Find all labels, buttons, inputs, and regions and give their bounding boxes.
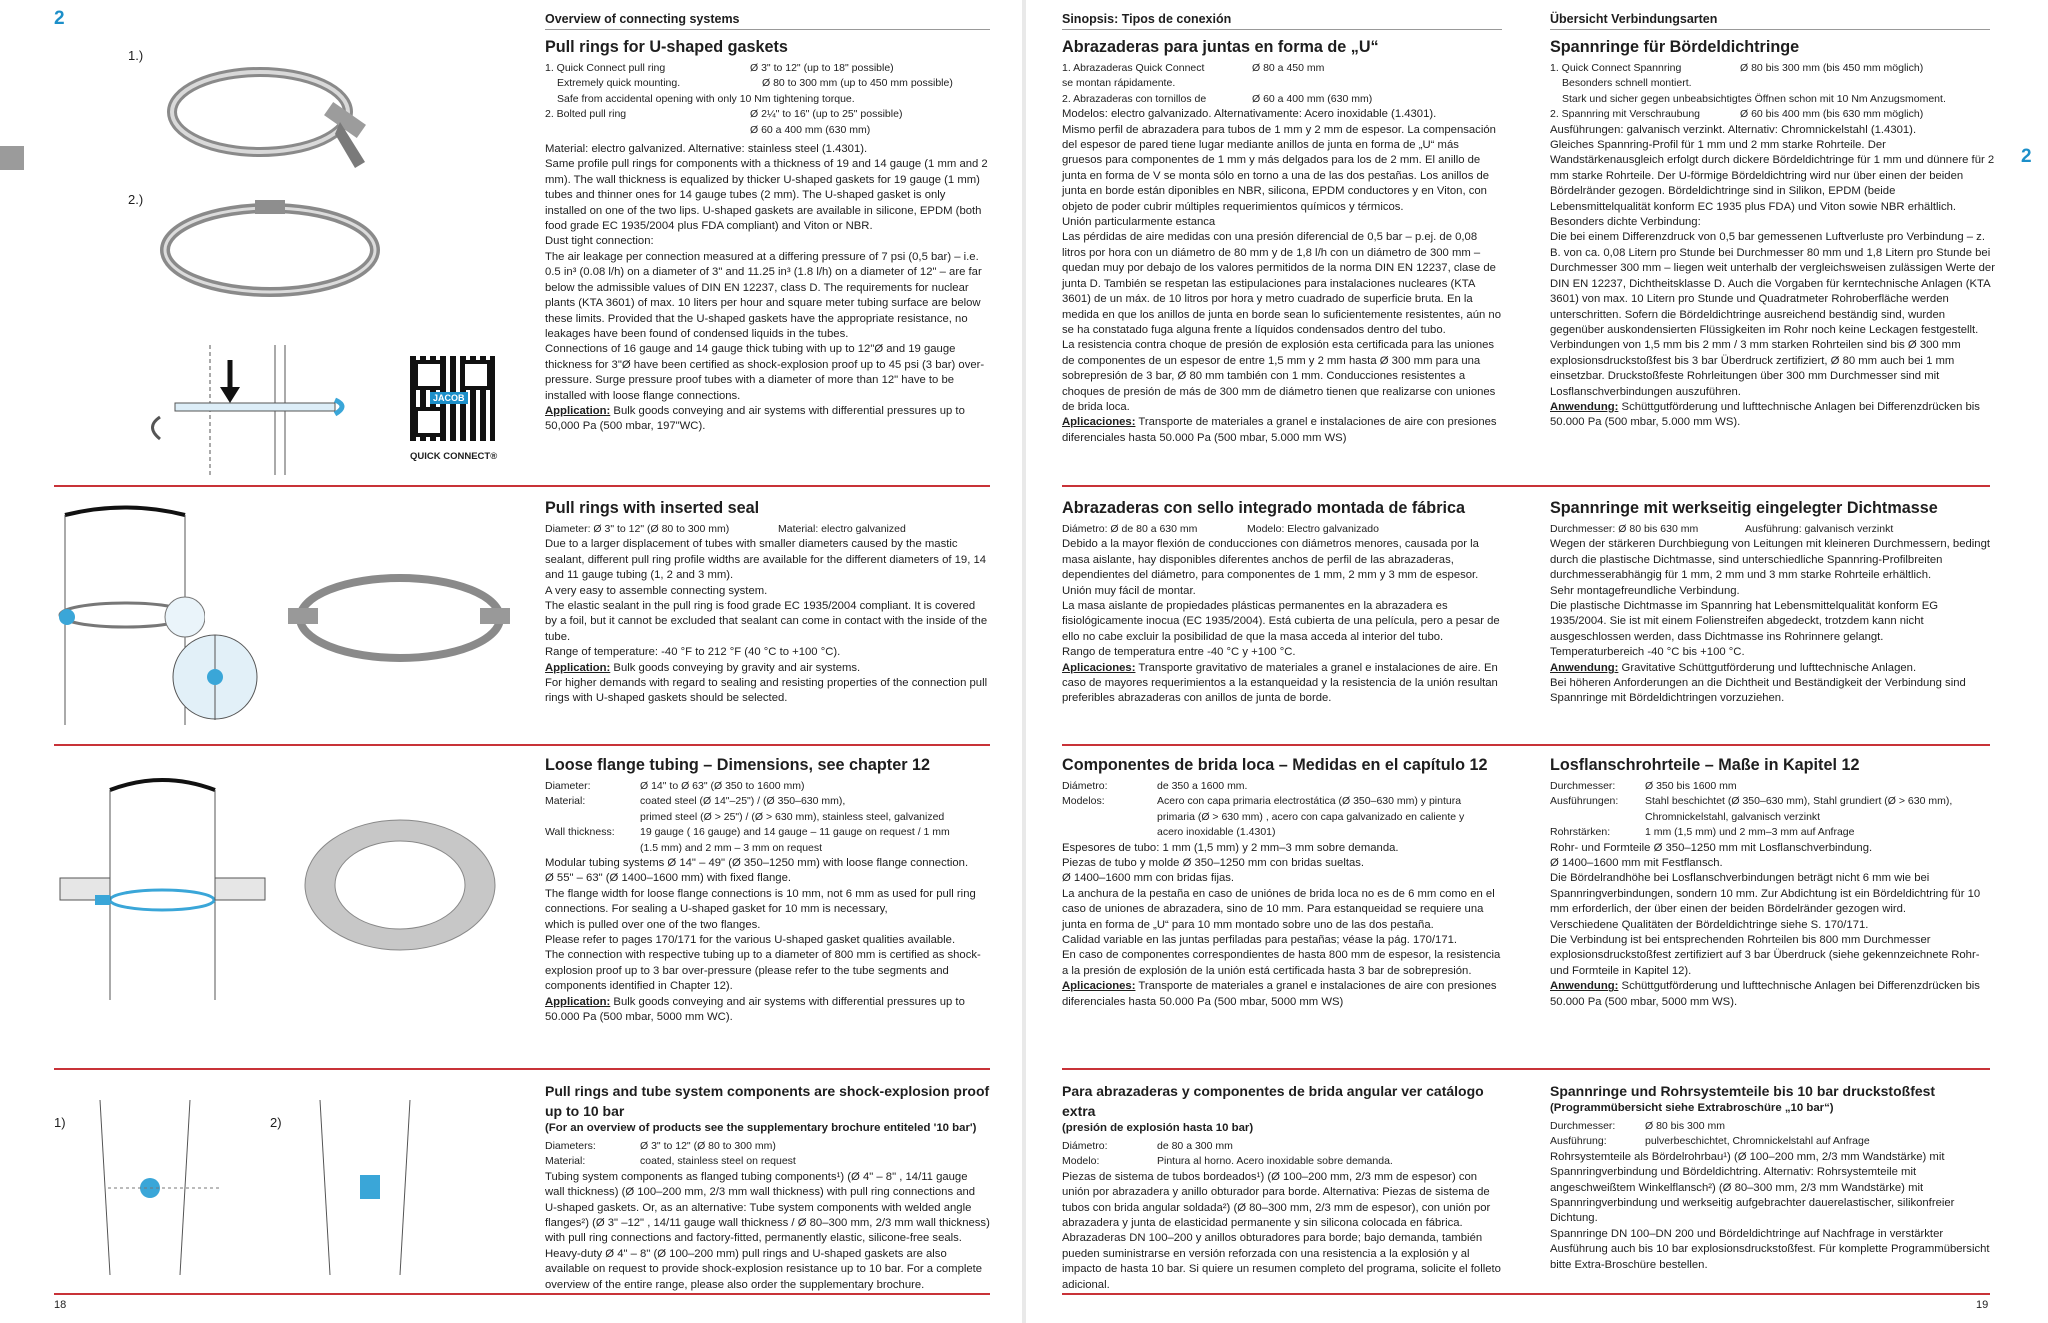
spec-line: [1550, 779, 1995, 794]
page-header-de: Übersicht Verbindungsarten: [1550, 12, 1718, 26]
spec-line: [545, 123, 990, 138]
spec-line: Modelo:: [1062, 1155, 1100, 1168]
paragraph: Unión muy fácil de montar.: [1062, 584, 1196, 597]
spec-line: Ausführung:: [1550, 1135, 1607, 1148]
spec-line: [1550, 825, 1995, 840]
paragraph: Aplicaciones: Transporte de materiales a granel e instalaciones de aire con presiones diferenciales hasta 50.000 Pa (500 mbar, 5000 mm WS): [1062, 980, 1497, 1008]
qr-caption: QUICK CONNECT®: [410, 451, 498, 462]
section-title: Pull rings for U-shaped gaskets: [545, 38, 788, 56]
paragraph: En caso de componentes correspondientes de hasta 800 mm de espesor, la resistencia a la presión de explosión de la unión está certificada hasta 3 bar de sobrepresión.: [1062, 949, 1501, 977]
paragraph: Besonders dichte Verbindung:: [1550, 216, 1701, 229]
spec-line: Material:: [545, 1155, 586, 1168]
right-page: [1026, 0, 2048, 1323]
spec-line: Wall thickness:: [545, 826, 615, 839]
spec-line: [545, 779, 990, 794]
spec-line: [1550, 522, 1995, 537]
paragraph: Rohr- und Formteile Ø 350–1250 mm mit Losflanschverbindung.: [1550, 841, 1873, 854]
paragraph: Heavy-duty Ø 4" – 8" (Ø 100–200 mm) pull rings and U-shaped gaskets are also available on request to provide shock-explosion resistance up to 10 bar. For a complete overview of the entire range, please also order the supplementary brochure.: [545, 1247, 983, 1291]
section-title: Spannringe für Bördeldichtringe: [1550, 38, 1800, 56]
section-divider: [1062, 1068, 1990, 1070]
spec-line: Durchmesser:: [1550, 1120, 1616, 1132]
figure-label-1: 1.): [128, 48, 144, 63]
paragraph: Unión particularmente estanca: [1062, 216, 1216, 229]
es-section-3: [1062, 755, 1502, 1010]
paragraph: Anwendung: Gravitative Schüttgutförderung und lufttechnische Anlagen.: [1550, 661, 1917, 674]
paragraph: The air leakage per connection measured at a differing pressure of 7 psi (0,5 bar) – i.e. 0.5 in³ (0.08 l/h) on a diameter of 3" and 11.25 in³ (1.8 l/h) on a diameter of 12" – are far below the admissible values of DIN EN 12237, class D. The requirements for nuclear plants (KTA 3601) of max. 10 liters per hour and square meter tubing surface are below these limits. Provided that the U-shaped gaskets have the appropriate resistance, no leakages have been found of condensed liquids in the tubes.: [545, 250, 982, 340]
spec-line: [1062, 61, 1502, 92]
spec-line: Acero con capa primaria electrostática (Ø 350–630 mm) y pintura primaria (Ø > 630 mm) , acero con capa galvanizado en caliente y acero inoxidable (1.4301): [1157, 795, 1465, 839]
spec-line: 2. Abrazaderas con tornillos de: [1062, 92, 1207, 105]
paragraph: Ausführungen: galvanisch verzinkt. Alternativ: Chromnickelstahl (1.4301).: [1550, 123, 1917, 136]
de-section-3: [1550, 755, 1995, 1010]
flanged-tube-diagram: [80, 1100, 230, 1280]
spec-line: coated steel (Ø 14"–25") / (Ø 350–630 mm), primed steel (Ø > 25") / (Ø > 630 mm), stainless steel, galvanized: [640, 795, 945, 823]
section-title: Abrazaderas para juntas en forma de „U“: [1062, 38, 1379, 56]
paragraph: Ø 55" – 63" (Ø 1400–1600 mm) with fixed flange.: [545, 872, 792, 885]
paragraph: Due to a larger displacement of tubes with smaller diameters caused by the mastic sealant, different pull ring profile widths are available for the different diameters of 19, 14 and 11 gauge tubing (1, 2 and 3 mm).: [545, 538, 987, 582]
spec-line: pulverbeschichtet, Chromnickelstahl auf Anfrage: [1645, 1135, 1870, 1148]
page-header: Overview of connecting systems: [545, 12, 740, 26]
paragraph: Mismo perfil de abrazadera para tubos de 1 mm y 2 mm de espesor. La compensación del espesor de pared tiene lugar mediante anillos de junta en forma de „U“ más gruesos para componentes de 1 mm y más delgados para los de 2 mm. El anillo de junta en forma de V se monta sólo en torno a una de las dos pestañas. Los anillos de junta en borde están diponibles en NBR, silicona, EPDM conductores y en Viton, con objeto de poder cubrir múltiples requerimientos químicos y térmicos.: [1062, 123, 1496, 213]
spec-line: Modelos:: [1062, 795, 1105, 808]
paragraph: Ø 1400–1600 mm con bridas fijas.: [1062, 872, 1235, 885]
spec-line: Diameters:: [545, 1140, 596, 1152]
spec-line: [1062, 1139, 1502, 1154]
paragraph: Application: Bulk goods conveying by gravity and air systems.: [545, 661, 861, 674]
spec-line: [1062, 779, 1502, 794]
section-subtitle: (For an overview of products see the supplementary brochure entiteled '10 bar'): [545, 1122, 977, 1134]
paragraph: Piezas de tubo y molde Ø 350–1250 mm con bridas sueltas.: [1062, 857, 1365, 870]
spec-line: Ø 80 bis 300 mm: [1645, 1120, 1725, 1132]
spec-line: [1062, 92, 1502, 107]
paragraph: Spannringe DN 100–DN 200 und Bördeldichtringe auf Nachfrage in verstärkter Ausführung auch bis 10 bar explosionsdruckstoßfest. Für komplette Programmübersicht bitte Extra-Broschüre bestellen.: [1550, 1227, 1990, 1271]
paragraph: The connection with respective tubing up to a diameter of 800 mm is certified as shock-explosion proof up to 3 bar over-pressure (please refer to the tube segments and components identified in Chapter 12).: [545, 949, 981, 993]
paragraph: Dust tight connection:: [545, 235, 654, 248]
spec-line: [545, 794, 990, 825]
spec-line: Pintura al horno. Acero inoxidable sobre demanda.: [1157, 1155, 1393, 1168]
page-number: 19: [1976, 1299, 1989, 1311]
spec-line: [545, 123, 750, 138]
paragraph: Aplicaciones: Transporte gravitativo de materiales a granel e instalaciones de aire. En caso de mayores requerimientos a la estanqueidad y la resistencia de la unión resultan preferibles abrazaderas con anillos de junta de borde.: [1062, 661, 1498, 705]
spec-line: Ø 80 to 300 mm (up to 450 mm possible): [762, 77, 953, 90]
spec-line: [545, 1154, 990, 1169]
page-header-es: Sinopsis: Tipos de conexión: [1062, 12, 1232, 26]
seal-detail-circle: [170, 620, 260, 735]
chapter-number: 2: [54, 8, 65, 29]
paragraph: Aplicaciones: Transporte de materiales a granel e instalaciones de aire con presiones diferenciales hasta 50.000 Pa (500 mbar, 5.000 mm WS): [1062, 416, 1497, 444]
section-title: Pull rings and tube system components are shock-explosion proof up to 10 bar: [545, 1083, 990, 1119]
spec-line: Ø 2¼" to 16" (up to 25" possible): [750, 108, 903, 121]
paragraph: which is pulled over one of the two flanges.: [545, 918, 761, 931]
spec-line: Ø 80 a 450 mm: [1252, 62, 1325, 74]
flange-ring-image: [300, 815, 500, 955]
section-title: Loose flange tubing – Dimensions, see chapter 12: [545, 756, 930, 774]
section-title: Abrazaderas con sello integrado montada de fábrica: [1062, 499, 1465, 517]
paragraph: Modelos: electro galvanizado. Alternativamente: Acero inoxidable (1.4301).: [1062, 108, 1437, 121]
figure-label-b: 2): [270, 1115, 282, 1130]
section-title: Pull rings with inserted seal: [545, 499, 760, 517]
section-title: Losflanschrohrteile – Maße in Kapitel 12: [1550, 756, 1860, 774]
section-10-bar: [545, 1081, 990, 1293]
spec-line: [1550, 794, 1995, 825]
footer-rule: [1062, 1293, 1990, 1295]
header-rule: [1550, 29, 1990, 30]
figure-label-2: 2.): [128, 192, 144, 207]
spec-line: Diameter:: [545, 780, 591, 792]
spec-line: Ø 80 bis 300 mm (bis 450 mm möglich): [1740, 62, 1924, 74]
header-rule: [1062, 29, 1502, 30]
spec-line: Safe from accidental opening with only 10 Nm tightening torque.: [557, 92, 855, 105]
paragraph: La masa aislante de propiedades plásticas permanentes en la abrazadera es fisiológicamente inocua (EC 1935/2004). Está cubierta de una película, pero a pesar de ello no cabe excluir la posibilidad de que la masa acceda al interior del tubo.: [1062, 600, 1500, 643]
qr-code: [410, 356, 495, 441]
section-loose-flange: [545, 755, 990, 1026]
paragraph: Verschiedene Qualitäten der Bördeldichtringe siehe S. 170/171.: [1550, 918, 1869, 931]
de-section-1: [1550, 37, 1995, 431]
spec-line: [545, 522, 990, 537]
paragraph: Anwendung: Schüttgutförderung und lufttechnische Anlagen bei Differenzdrücken bis 50.000 Pa (500 mbar, 5.000 mm WS).: [1550, 400, 1980, 429]
paragraph: Die plastische Dichtmasse im Spannring hat Lebensmittelqualität konform EG 1935/2004. Sie ist mit einem Folienstreifen abgedeckt, trotzdem kann nicht ausgeschlossen werden, dass Dichtmasse ins Rohrinnere gelangt.: [1550, 600, 1939, 643]
paragraph: Please refer to pages 170/171 for the various U-shaped gasket qualities available.: [545, 934, 956, 947]
paragraph: Rohrsystemteile als Bördelrohrbau¹) (Ø 100–200 mm, 2/3 mm Wandstärke) mit Spannringverbindung und Bördeldichtring. Alternativ: Rohrsystemteile mit angeschweißtem Winkelflansch²) (Ø 80–300 mm, 2/3 mm Wandstärke) mit Spannringverbindung und werkseitig aufgebrachter dauerelastischer, silikonfreier Dichtung.: [1550, 1150, 1955, 1225]
section-inserted-seal: [545, 498, 990, 707]
spec-line: [1062, 522, 1502, 537]
spec-line: [1062, 794, 1502, 840]
spec-line: Ø 60 a 400 mm (630 mm): [1252, 92, 1373, 105]
spec-line: 1. Quick Connect pull ring: [545, 62, 666, 74]
section-subtitle: (Programmübersicht siehe Extrabroschüre „10 bar“): [1550, 1102, 1834, 1114]
gasket-section-diagram: [135, 345, 380, 475]
header-rule: [545, 29, 990, 30]
paragraph: Modular tubing systems Ø 14" – 49" (Ø 350–1250 mm) with loose flange connection.: [545, 857, 969, 870]
paragraph: Sehr montagefreundliche Verbindung.: [1550, 584, 1740, 597]
paragraph: Die Verbindung ist bei entsprechenden Rohrteilen bis 800 mm Durchmesser explosionsdruckstoßfest zertifiziert auf 3 bar Überdruck (siehe gekennzeichnete Rohr- und Formteile in Kapitel 12).: [1550, 934, 1980, 977]
spec-line: Ausführung: galvanisch verzinkt: [1745, 523, 1894, 535]
section-title: Componentes de brida loca – Medidas en el capítulo 12: [1062, 756, 1488, 774]
spec-line: Stahl beschichtet (Ø 350–630 mm), Stahl grundiert (Ø > 630 mm), Chromnickelstahl, galvanisch verzinkt: [1645, 795, 1953, 823]
paragraph: Material: electro galvanized. Alternative: stainless steel (1.4301).: [545, 143, 868, 156]
paragraph: Anwendung: Schüttgutförderung und lufttechnische Anlagen bei Differenzdrücken bis 50.000 Pa (500 mbar, 5000 mm WS).: [1550, 980, 1980, 1008]
section-divider: [54, 1068, 990, 1070]
es-section-1: [1062, 37, 1502, 446]
paragraph: Calidad variable en las juntas perfiladas para pestañas; véase la pág. 170/171.: [1062, 934, 1458, 947]
paragraph: Abrazaderas DN 100–200 y anillos obturadores para borde; bajo demanda, también pueden suministrarse en versión reforzada con una resistencia a la explosión y al impacto de hasta 10 bar. Si quiere un resumen completo del programa, solicite el folleto adicional.: [1062, 1232, 1501, 1291]
section-u-gaskets: [545, 37, 990, 435]
spec-line: Ø 14" to Ø 63" (Ø 350 to 1600 mm): [640, 780, 805, 792]
paragraph: Las pérdidas de aire medidas con una presión diferencial de 0,5 bar – p.ej. de 0,08 litros por hora con un diámetro de 80 mm y de 1,8 l/h con un diámetro de 300 mm – quedan muy por debajo de los valores permitidos de la norma DIN EN 12237, clase de junta D. También se respetan las estipulaciones para instalaciones nucleares (KTA 3601) de un máx. de 10 litros por hora y metro cuadrado de superficie bruta. En la medida en que los anillos de junta en borde sean lo suficientemente resistentes, aún no se ha constatado fuga alguna frente a líquidos condensados dentro del tubo.: [1062, 231, 1501, 336]
spec-line: 1 mm (1,5 mm) und 2 mm–3 mm auf Anfrage: [1645, 826, 1855, 839]
paragraph: Piezas de sistema de tubos bordeados¹) (Ø 100–200 mm, 2/3 mm de espesor) con unión por abrazadera y anillo obturador para borde. Alternativa: Piezas de sistema de tubos con brida angular soldada²) (Ø 80–300 mm, 2/3 mm de espesor), con unión por abrazadera y junta de elasticidad permanente y sin silicona colocada en fábrica.: [1062, 1170, 1491, 1230]
spec-line: Ø 60 a 400 mm (630 mm): [750, 123, 871, 136]
section-title: Spannringe und Rohrsystemteile bis 10 bar druckstoßfest: [1550, 1083, 1936, 1099]
paragraph: Die Bördelrandhöhe bei Losflanschverbindungen beträgt nicht 6 mm wie bei Spannringverbindungen, sondern 10 mm. Zur Abdichtung ist ein Bördeldichtring für 10 mm erforderlich, der über einen der beiden Bördelränder gezogen wird.: [1550, 872, 1981, 916]
paragraph: A very easy to assemble connecting system.: [545, 584, 768, 597]
spec-line: Ausführungen:: [1550, 795, 1619, 808]
spec-line: Stark und sicher gegen unbeabsichtigtes Öffnen schon mit 10 Nm Anzugsmoment.: [1562, 92, 1946, 105]
spec-line: Besonders schnell montiert.: [1562, 77, 1692, 90]
spec-line: [1550, 1119, 1995, 1134]
angle-flange-tube-diagram: [300, 1100, 450, 1280]
paragraph: Bei höheren Anforderungen an die Dichtheit und Beständigkeit der Verbindung sind Spannringe mit Bördeldichtringen vorzuziehen.: [1550, 677, 1966, 705]
spec-line: Extremely quick mounting.: [557, 77, 681, 90]
chapter-tab: [0, 146, 24, 170]
de-section-2: [1550, 498, 1995, 707]
paragraph: Wegen der stärkeren Durchbiegung von Leitungen mit kleineren Durchmessern, bedingt durch die plastische Dichtmasse, sind unterschiedliche Spannring-Profilbreiten durchmesserabhängig für 1 mm, 2 mm und 3 mm starke Rohrteile erhältlich.: [1550, 538, 1990, 582]
paragraph: Gleiches Spannring-Profil für 1 mm und 2 mm starke Rohrteile. Der Wandstärkenausgleich erfolgt durch dickere Bördeldichtringe für 1 mm und dünnere für 2 mm starke Rohrteile. Der U-förmige Bördeldichtring wird nur über einen der beiden Bördelränder gezogen. Bördeldichtringe sind in Silikon, EPDM (beide Lebensmittelqualität konform EC 1935 plus FDA) und Viton sowie NBR erhältlich.: [1550, 139, 1995, 213]
spec-line: Diámetro: Ø de 80 a 630 mm: [1062, 523, 1198, 535]
spec-line: Rohrstärken:: [1550, 826, 1611, 839]
spec-line: Material:: [545, 795, 586, 808]
qr-logo: JACOB: [430, 392, 468, 404]
inserted-seal-ring-image: [280, 560, 530, 675]
section-divider: [1062, 485, 1990, 487]
spec-line: [545, 107, 990, 122]
section-divider: [54, 744, 990, 746]
figure-label-a: 1): [54, 1115, 66, 1130]
spec-line: 2. Spannring mit Verschraubung: [1550, 108, 1701, 121]
spec-line: 1. Quick Connect Spannring: [1550, 62, 1682, 74]
bolted-ring-image: [150, 190, 400, 310]
spec-line: [545, 76, 990, 91]
paragraph: La anchura de la pestaña en caso de uniónes de brida loca no es de 6 mm como en el caso de uniones de abrazadera, sino de 10 mm. Para estanqueidad se requiere una junta en forma de „U“ para 10 mm montado sobre uno de las dos pestaña.: [1062, 887, 1495, 931]
paragraph: For higher demands with regard to sealing and resisting properties of the connection pull rings with U-shaped gaskets should be selected.: [545, 677, 988, 705]
paragraph: Ø 1400–1600 mm mit Festflansch.: [1550, 857, 1723, 870]
spec-line: Durchmesser:: [1550, 780, 1616, 792]
spec-line: [545, 61, 990, 76]
paragraph: Connections of 16 gauge and 14 gauge thick tubing with up to 12"Ø and 19 gauge thickness for 3"Ø have been certified as shock-explosion proof up to 45 psi (3 bar) over-pressure. Surge pressure proof tubes with a diameter of more than 12" have to be installed with loose flange connections.: [545, 343, 985, 402]
quick-connect-ring-image: [150, 42, 395, 182]
spec-line: Diámetro:: [1062, 1140, 1108, 1152]
section-divider: [1062, 744, 1990, 746]
spec-line: [545, 825, 990, 856]
paragraph: Application: Bulk goods conveying and air systems with differential pressures up to 50.000 Pa (500 mbar, 5000 mm WC).: [545, 995, 965, 1024]
spec-line: [1550, 1134, 1995, 1149]
paragraph: Temperaturbereich -40 °C bis +100 °C.: [1550, 646, 1745, 659]
paragraph: Rango de temperatura entre -40 °C y +100 °C.: [1062, 646, 1296, 659]
paragraph: Die bei einem Differenzdruck von 0,5 bar gemessenen Luftverluste pro Verbindung – z. B. von ca. 0,08 Litern pro Stunde bei Durchmesser 80 mm und 1,8 Litern pro Stunde bei Durchmesser 300 mm – liegen weit unterhalb der vergleichsweisen zulässigen Werte der DIN EN 12237, Dichtheitsklasse D. Auch die Vorgaben für kerntechnische Anlagen (KTA 3601) von max. 10 Litern pro Stunde und Quadratmeter Rohroberfläche werden unterschritten. Sofern die Bördeldichtringe ausreichend beständig sind, wurden gegenüber auskondensierten Flüssigkeiten im Rohr noch keine Leckagen festgestellt.: [1550, 231, 1995, 336]
spec-line: Ø 60 bis 400 mm (bis 630 mm möglich): [1740, 108, 1924, 121]
chapter-number: 2: [2021, 146, 2032, 167]
paragraph: The flange width for loose flange connections is 10 mm, not 6 mm as used for pull ring connections. For sealing a U-shaped gasket for 10 mm is necessary,: [545, 887, 976, 916]
section-title: Spannringe mit werkseitig eingelegter Dichtmasse: [1550, 499, 1938, 517]
spec-line: 1. Abrazaderas Quick Connect se montan rápidamente.: [1062, 62, 1205, 90]
section-title: Para abrazaderas y componentes de brida angular ver catálogo extra: [1062, 1083, 1484, 1119]
spec-line: Material: electro galvanized: [778, 523, 906, 535]
paragraph: Verbindungen von 1,5 mm bis 2 mm / 3 mm starken Rohrteilen sind bis Ø 300 mm explosionsdruckstoßfest bis 3 bar Überdruck zertifiziert, Ø 80 mm auch bei 1 mm einsetzbar. Druckstoßfeste Rohrleitungen über 300 mm Durchmesser sind mit Losflanschverbindungen auszuführen.: [1550, 339, 1961, 398]
left-page: [0, 0, 1022, 1323]
spec-line: Diámetro:: [1062, 780, 1108, 792]
paragraph: Range of temperature: -40 °F to 212 °F (40 °C to +100 °C).: [545, 646, 841, 659]
es-section-2: [1062, 498, 1502, 707]
paragraph: Application: Bulk goods conveying and air systems with differential pressures up to 50,000 Pa (500 mbar, 197"WC).: [545, 404, 965, 433]
footer-rule: [54, 1293, 990, 1295]
de-section-4: [1550, 1081, 1995, 1273]
section-subtitle: (presión de explosión hasta 10 bar): [1062, 1122, 1254, 1134]
es-section-4: [1062, 1081, 1502, 1293]
spec-line: coated, stainless steel on request: [640, 1155, 796, 1168]
paragraph: Espesores de tubo: 1 mm (1,5 mm) y 2 mm–3 mm sobre demanda.: [1062, 841, 1399, 854]
spec-line: de 350 a 1600 mm.: [1157, 780, 1248, 792]
spec-line: Ø 3" to 12" (up to 18" possible): [750, 62, 894, 74]
page-number: 18: [54, 1299, 67, 1311]
spec-line: [545, 1139, 990, 1154]
spec-line: Modelo: Electro galvanizado: [1247, 523, 1379, 535]
loose-flange-diagram: [55, 770, 270, 1005]
spec-line: Diameter: Ø 3" to 12" (Ø 80 to 300 mm): [545, 523, 730, 535]
spec-line: 19 gauge ( 16 gauge) and 14 gauge – 11 gauge on request / 1 mm (1.5 mm) and 2 mm – 3 mm on request: [640, 826, 950, 854]
spec-line: de 80 a 300 mm: [1157, 1140, 1233, 1152]
spec-line: Ø 350 bis 1600 mm: [1645, 780, 1737, 792]
spec-line: [1550, 61, 1995, 76]
section-divider: [54, 485, 990, 487]
spec-line: Durchmesser: Ø 80 bis 630 mm: [1550, 523, 1699, 535]
paragraph: Debido a la mayor flexión de conducciones con diámetros menores, causada por la masa aislante, hay disponibles diferentes anchos de perfil de las abrazaderas, dependientes del diámetro, para componentes de 1 mm, 2 mm y 3 mm de espesor.: [1062, 538, 1479, 582]
paragraph: Tubing system components as flanged tubing components¹) (Ø 4" – 8" , 14/11 gauge wall thickness) (Ø 100–200 mm, 2/3 mm wall thickness) with pull ring connections and U-shaped gaskets. Or, as an alternative: Tube system components with welded angle flanges²) (Ø 3" –12" , 14/11 gauge wall thickness / Ø 80–300 mm, 2/3 mm wall thickness) with pull ring connections and factory-fitted, permanently elastic, silicone-free seals.: [545, 1170, 990, 1245]
paragraph: The elastic sealant in the pull ring is food grade EC 1935/2004 compliant. It is covered by a foil, but it cannot be excluded that sealant can come in contact with the inside of the tube.: [545, 600, 988, 643]
paragraph: Same profile pull rings for components with a thickness of 19 and 14 gauge (1 mm and 2 mm). The wall thickness is equalized by thicker U-shaped gaskets for 19 gauge (1 mm) tubes and thinner ones for 14 gauge tubes (2 mm). The U-shaped gasket is only installed on one of the two lips. U-shaped gaskets are available in silicone, EPDM (both food grade EC 1935/2004 plus FDA compliant) and Viton or NBR.: [545, 158, 988, 233]
spec-line: 2. Bolted pull ring: [545, 108, 627, 121]
spec-line: Ø 3" to 12" (Ø 80 to 300 mm): [640, 1140, 776, 1152]
spec-line: [1550, 107, 1995, 122]
paragraph: La resistencia contra choque de presión de explosión esta certificada para las uniones de componentes de un espesor de entre 1,5 mm y 2 mm hasta Ø 300 mm para una sobrepresión de 3 bar, Ø 80 mm también con 1 mm. Conducciones resistentes a choques de presión de más de 300 mm de diámetro tienen que realizarse con uniones de brida loca.: [1062, 339, 1496, 413]
spec-line: [1062, 1154, 1502, 1169]
